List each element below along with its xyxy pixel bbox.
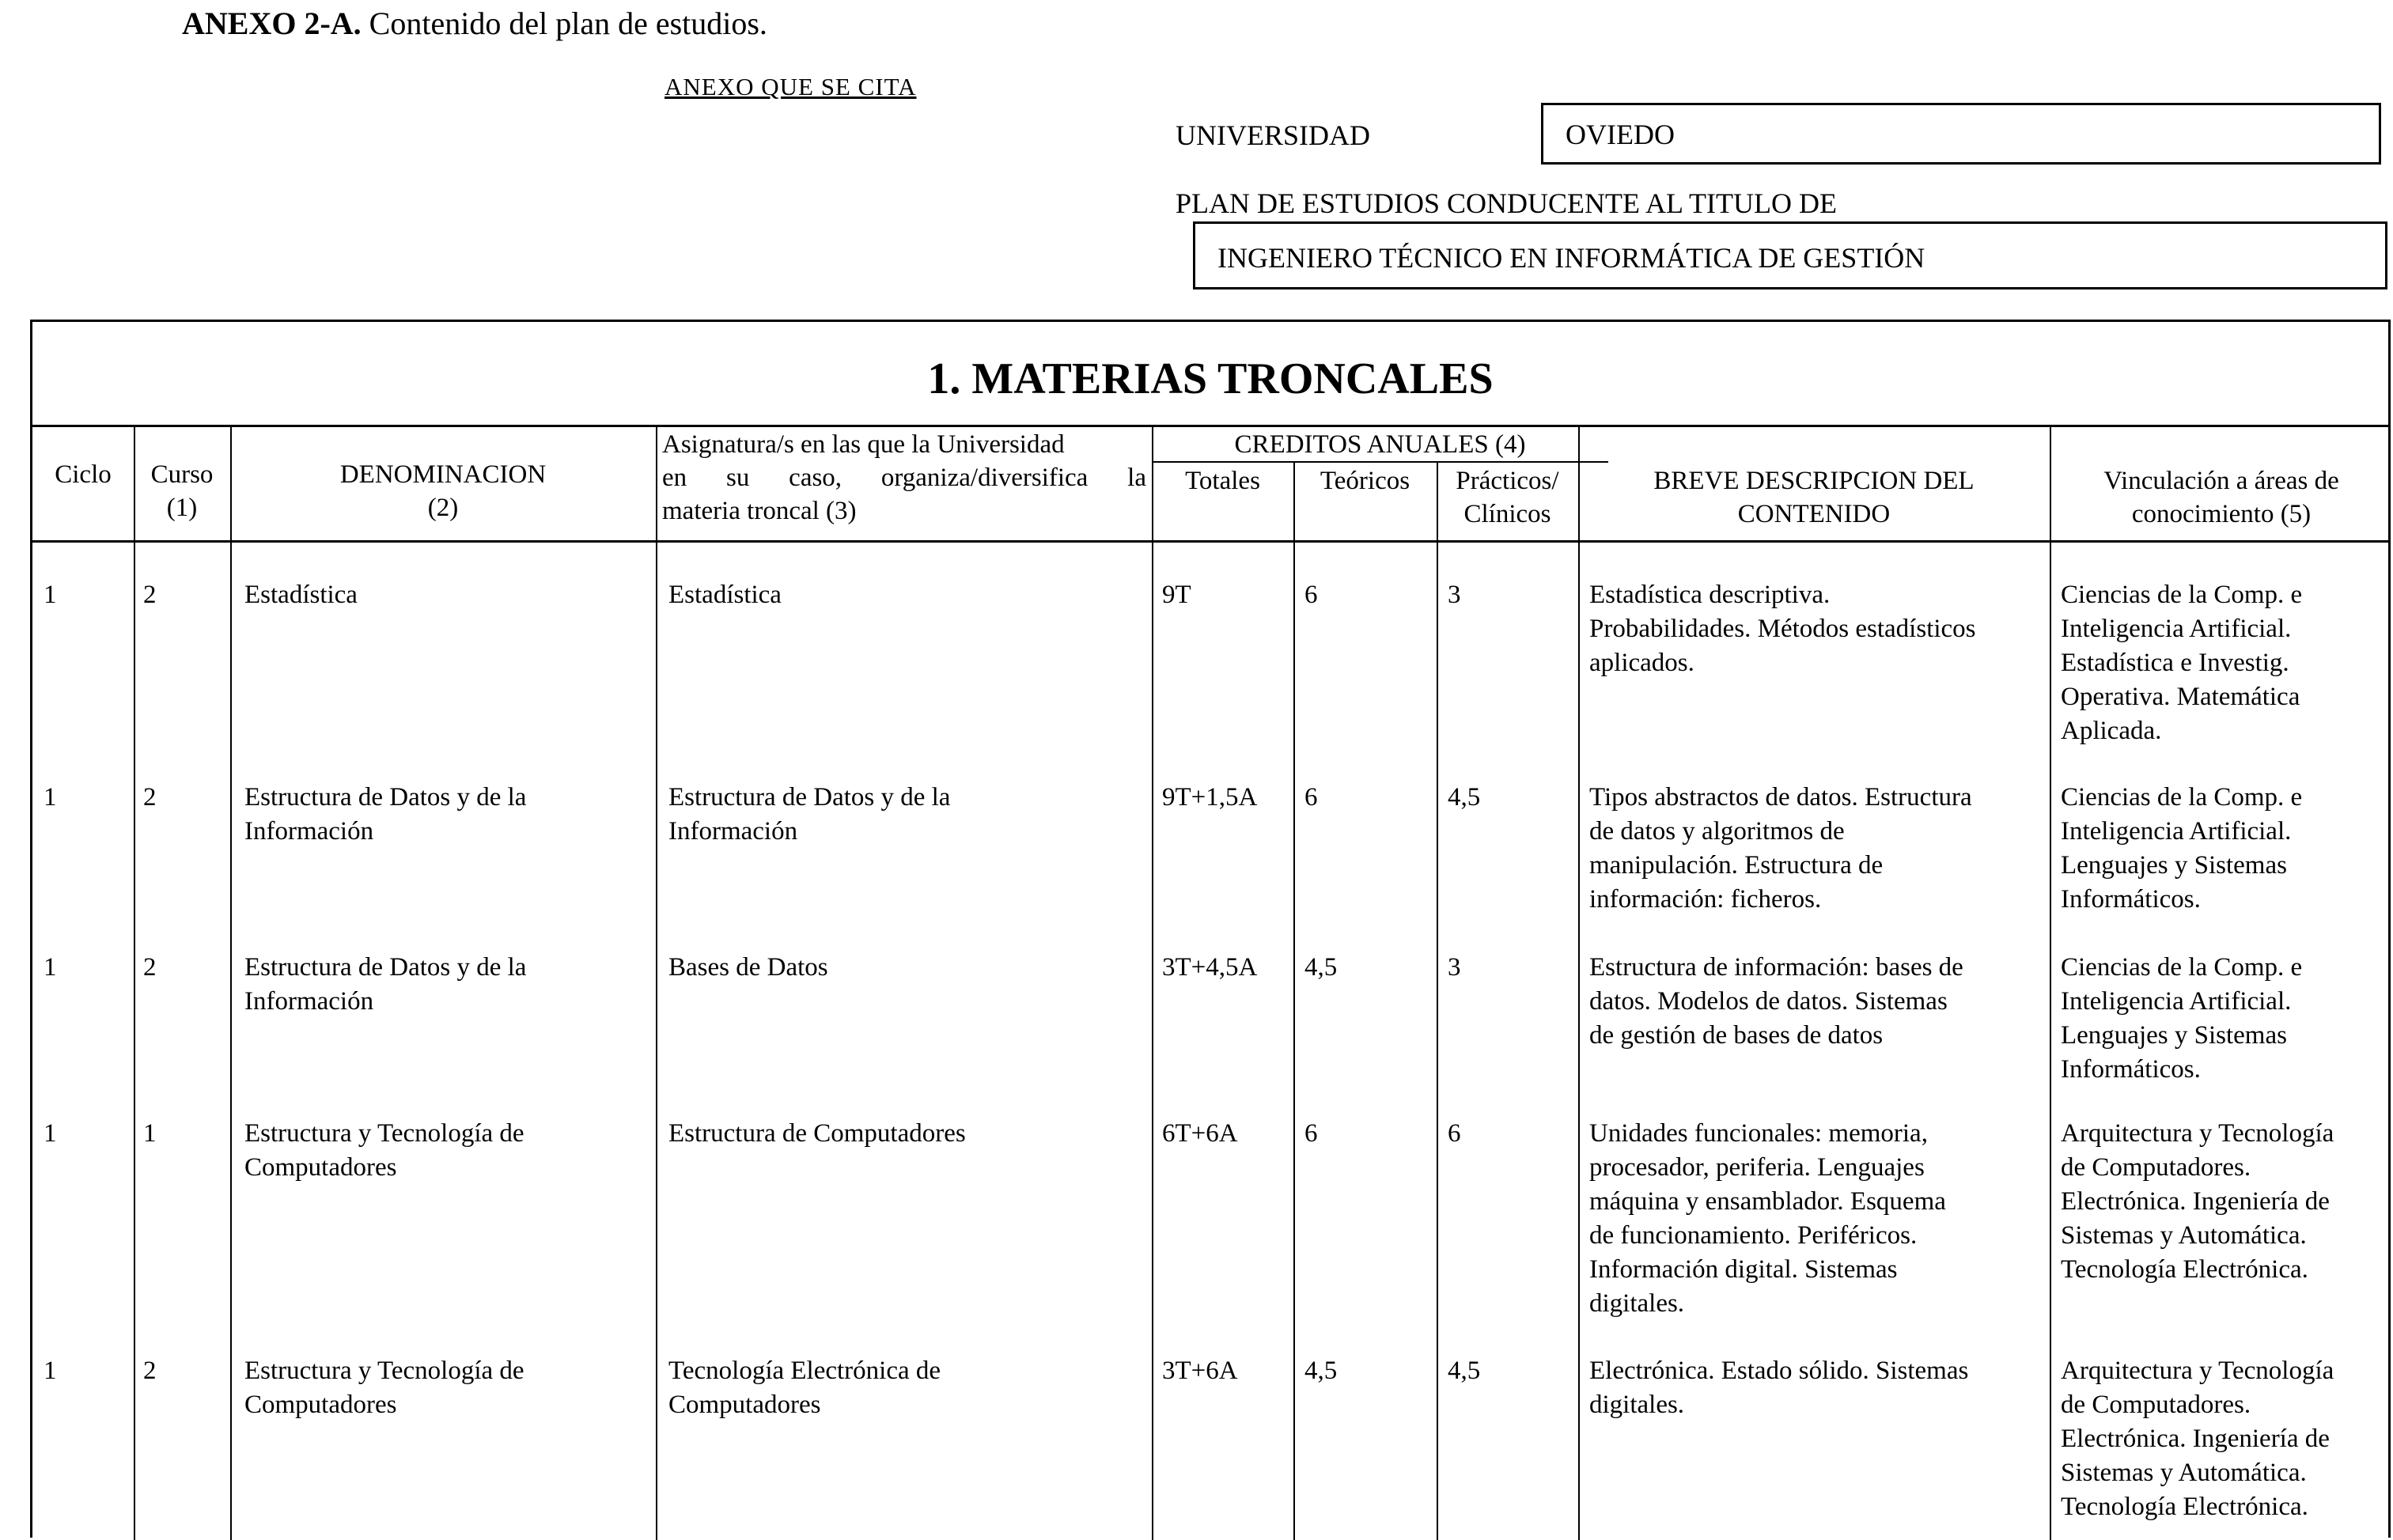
header-bottom-rule (32, 540, 2388, 543)
cell-line: Información (244, 817, 374, 846)
col-header-creditos: CREDITOS ANUALES (4) (1234, 430, 1526, 459)
cell-asignatura (668, 578, 1147, 612)
cell-line: Inteligencia Artificial. (2061, 615, 2292, 643)
col-header-descripcion-line1: BREVE DESCRIPCION DEL (1653, 467, 1975, 495)
col-header-curso-line2: (1) (166, 494, 198, 522)
cell-line: 9T+1,5A (1162, 783, 1258, 812)
cell-line: Unidades funcionales: memoria, (1589, 1119, 1928, 1148)
cell-curso (143, 1117, 226, 1151)
cell-line: digitales. (1589, 1289, 1685, 1318)
cell-line: Lenguajes y Sistemas (2061, 1021, 2287, 1050)
cell-line: Operativa. Matemática (2061, 683, 2300, 711)
col-rule-1 (134, 425, 135, 1540)
university-box (1541, 103, 2381, 165)
cell-line: Estadística (244, 581, 358, 609)
cell-line: 4,5 (1304, 953, 1338, 982)
cell-line: procesador, periferia. Lenguajes (1589, 1153, 1925, 1182)
annex-subtitle: Contenido del plan de estudios. (369, 6, 767, 41)
cell-line: Tipos abstractos de datos. Estructura (1589, 783, 1972, 812)
col-header-asignatura-line2: en su caso, organiza/diversifica la (662, 464, 1146, 492)
cell-denominacion (244, 1117, 652, 1185)
cell-vinculacion (2061, 781, 2391, 917)
cell-asignatura (668, 1117, 1147, 1151)
cell-denominacion (244, 781, 652, 849)
cell-line: Sistemas y Automática. (2061, 1221, 2307, 1250)
cell-line: aplicados. (1589, 649, 1694, 677)
cell-line: información: ficheros. (1589, 885, 1822, 914)
cell-totales (1162, 781, 1290, 815)
cell-asignatura (668, 781, 1147, 849)
cell-descripcion (1589, 1117, 2048, 1321)
cell-line: Lenguajes y Sistemas (2061, 851, 2287, 880)
cell-line: Estructura de Datos y de la (244, 783, 527, 812)
cell-line: 9T (1162, 581, 1191, 609)
col-header-curso-line1: Curso (150, 460, 214, 489)
cell-teoricos (1304, 1117, 1433, 1151)
col-header-totales: Totales (1185, 467, 1260, 495)
col-rule-8 (2050, 425, 2051, 1540)
cell-curso (143, 951, 226, 985)
cell-denominacion (244, 951, 652, 1019)
cell-line: 4,5 (1304, 1356, 1338, 1385)
cell-line: 1 (44, 1119, 57, 1148)
cell-descripcion (1589, 951, 2048, 1053)
cell-line: Estadística (668, 581, 782, 609)
cell-teoricos (1304, 951, 1433, 985)
col-header-asignatura (662, 428, 1146, 528)
cell-line: Informáticos. (2061, 885, 2201, 914)
cell-line: Ciencias de la Comp. e (2061, 581, 2303, 609)
cell-practicos (1448, 781, 1574, 815)
col-rule-4 (1152, 425, 1153, 1540)
cell-ciclo (44, 781, 131, 815)
cell-line: Informáticos. (2061, 1055, 2201, 1084)
cell-descripcion (1589, 1354, 2048, 1422)
cell-line: máquina y ensamblador. Esquema (1589, 1187, 1946, 1216)
cell-teoricos (1304, 781, 1433, 815)
cell-line: Computadores (668, 1391, 821, 1419)
cell-line: 3T+6A (1162, 1356, 1238, 1385)
header-top-rule (32, 425, 2388, 427)
cell-line: Estructura de información: bases de (1589, 953, 1963, 982)
credits-subheader-rule (1152, 461, 1608, 463)
cell-line: Información (668, 817, 798, 846)
cell-line: 2 (143, 581, 157, 609)
cell-line: Aplicada. (2061, 717, 2162, 745)
cell-line: 1 (44, 1356, 57, 1385)
cell-vinculacion (2061, 578, 2391, 748)
cell-line: Electrónica. Estado sólido. Sistemas (1589, 1356, 1969, 1385)
cell-totales (1162, 1117, 1290, 1151)
col-header-descripcion-line2: CONTENIDO (1737, 500, 1891, 528)
cell-denominacion (244, 578, 652, 612)
cell-line: 2 (143, 783, 157, 812)
cell-line: 1 (44, 783, 57, 812)
cell-line: 1 (44, 953, 57, 982)
cell-line: de Computadores. (2061, 1391, 2251, 1419)
cell-totales (1162, 951, 1290, 985)
cell-teoricos (1304, 1354, 1433, 1388)
col-header-descripcion (1578, 464, 2050, 531)
cell-ciclo (44, 1117, 131, 1151)
document-title (182, 5, 767, 42)
cell-denominacion (244, 1354, 652, 1422)
cell-line: Arquitectura y Tecnología (2061, 1119, 2334, 1148)
cell-line: Electrónica. Ingeniería de (2061, 1425, 2330, 1453)
university-value: OVIEDO (1566, 119, 1675, 150)
col-header-denominacion (230, 458, 656, 524)
annex-cited-label: ANEXO QUE SE CITA (665, 73, 917, 100)
cell-line: 4,5 (1448, 1356, 1481, 1385)
cell-line: digitales. (1589, 1391, 1685, 1419)
cell-line: Estructura de Datos y de la (668, 783, 951, 812)
cell-line: 6 (1448, 1119, 1461, 1148)
col-header-curso (134, 458, 230, 524)
cell-line: 3T+4,5A (1162, 953, 1258, 982)
degree-title-value: INGENIERO TÉCNICO EN INFORMÁTICA DE GESTIÓN (1217, 242, 1925, 274)
col-rule-7 (1578, 425, 1580, 1540)
cell-asignatura (668, 1354, 1147, 1422)
cell-line: manipulación. Estructura de (1589, 851, 1884, 880)
cell-line: de datos y algoritmos de (1589, 817, 1845, 846)
cell-practicos (1448, 578, 1574, 612)
col-header-ciclo: Ciclo (55, 460, 112, 489)
cell-line: 6 (1304, 1119, 1318, 1148)
cell-line: de funcionamiento. Periféricos. (1589, 1221, 1918, 1250)
cell-line: 2 (143, 1356, 157, 1385)
cell-line: Ciencias de la Comp. e (2061, 953, 2303, 982)
col-header-asignatura-line3: materia troncal (3) (662, 497, 857, 525)
cell-practicos (1448, 1117, 1574, 1151)
col-header-vinculacion (2050, 464, 2393, 531)
col-header-asignatura-line1: Asignatura/s en las que la Universidad (662, 430, 1065, 459)
cell-line: Tecnología Electrónica de (668, 1356, 941, 1385)
col-header-practicos-line2: Clínicos (1463, 500, 1551, 528)
cell-line: Información (244, 987, 374, 1016)
cell-line: Arquitectura y Tecnología (2061, 1356, 2334, 1385)
cell-line: 3 (1448, 953, 1461, 982)
cell-vinculacion (2061, 1117, 2391, 1287)
degree-title-box (1193, 221, 2387, 289)
section-title: 1. MATERIAS TRONCALES (927, 354, 1494, 403)
col-header-vinculacion-line1: Vinculación a áreas de (2103, 467, 2339, 495)
cell-teoricos (1304, 578, 1433, 612)
cell-line: 6T+6A (1162, 1119, 1238, 1148)
col-header-denominacion-line2: (2) (427, 494, 459, 522)
cell-line: Inteligencia Artificial. (2061, 817, 2292, 846)
col-header-denominacion-line1: DENOMINACION (339, 460, 547, 489)
cell-line: Estructura y Tecnología de (244, 1356, 524, 1385)
cell-totales (1162, 1354, 1290, 1388)
col-header-vinculacion-line2: conocimiento (5) (2131, 500, 2312, 528)
col-header-teoricos: Teóricos (1320, 467, 1410, 495)
cell-descripcion (1589, 578, 2048, 680)
annex-number: ANEXO 2-A. (182, 6, 362, 41)
cell-line: Electrónica. Ingeniería de (2061, 1187, 2330, 1216)
cell-line: Estadística e Investig. (2061, 649, 2289, 677)
plan-label: PLAN DE ESTUDIOS CONDUCENTE AL TITULO DE (1176, 187, 1837, 219)
cell-line: de Computadores. (2061, 1153, 2251, 1182)
cell-line: Estructura de Datos y de la (244, 953, 527, 982)
cell-line: 1 (143, 1119, 157, 1148)
cell-line: Estructura de Computadores (668, 1119, 966, 1148)
cell-line: Tecnología Electrónica. (2061, 1493, 2308, 1521)
cell-curso (143, 781, 226, 815)
cell-line: Bases de Datos (668, 953, 828, 982)
cell-ciclo (44, 1354, 131, 1388)
cell-line: datos. Modelos de datos. Sistemas (1589, 987, 1948, 1016)
col-rule-6 (1437, 463, 1438, 1540)
cell-curso (143, 1354, 226, 1388)
col-header-practicos-line1: Prácticos/ (1456, 467, 1559, 495)
cell-practicos (1448, 951, 1574, 985)
cell-line: Estructura y Tecnología de (244, 1119, 524, 1148)
cell-vinculacion (2061, 1354, 2391, 1524)
cell-curso (143, 578, 226, 612)
cell-line: 4,5 (1448, 783, 1481, 812)
cell-totales (1162, 578, 1290, 612)
col-header-practicos (1437, 464, 1578, 531)
cell-line: Información digital. Sistemas (1589, 1255, 1898, 1284)
col-rule-5 (1293, 463, 1295, 1540)
cell-descripcion (1589, 781, 2048, 917)
col-rule-2 (230, 425, 232, 1540)
cell-line: 2 (143, 953, 157, 982)
cell-line: 6 (1304, 783, 1318, 812)
cell-line: Sistemas y Automática. (2061, 1459, 2307, 1487)
cell-line: Computadores (244, 1153, 397, 1182)
cell-practicos (1448, 1354, 1574, 1388)
cell-line: Inteligencia Artificial. (2061, 987, 2292, 1016)
cell-vinculacion (2061, 951, 2391, 1087)
cell-line: Probabilidades. Métodos estadísticos (1589, 615, 1976, 643)
cell-line: Estadística descriptiva. (1589, 581, 1831, 609)
cell-line: de gestión de bases de datos (1589, 1021, 1884, 1050)
cell-line: Ciencias de la Comp. e (2061, 783, 2303, 812)
cell-ciclo (44, 951, 131, 985)
cell-line: 3 (1448, 581, 1461, 609)
cell-line: Tecnología Electrónica. (2061, 1255, 2308, 1284)
col-rule-3 (656, 425, 657, 1540)
cell-line: 1 (44, 581, 57, 609)
cell-line: Computadores (244, 1391, 397, 1419)
cell-asignatura (668, 951, 1147, 985)
cell-line: 6 (1304, 581, 1318, 609)
cell-ciclo (44, 578, 131, 612)
subjects-table (30, 320, 2391, 1538)
university-label: UNIVERSIDAD (1176, 119, 1370, 151)
